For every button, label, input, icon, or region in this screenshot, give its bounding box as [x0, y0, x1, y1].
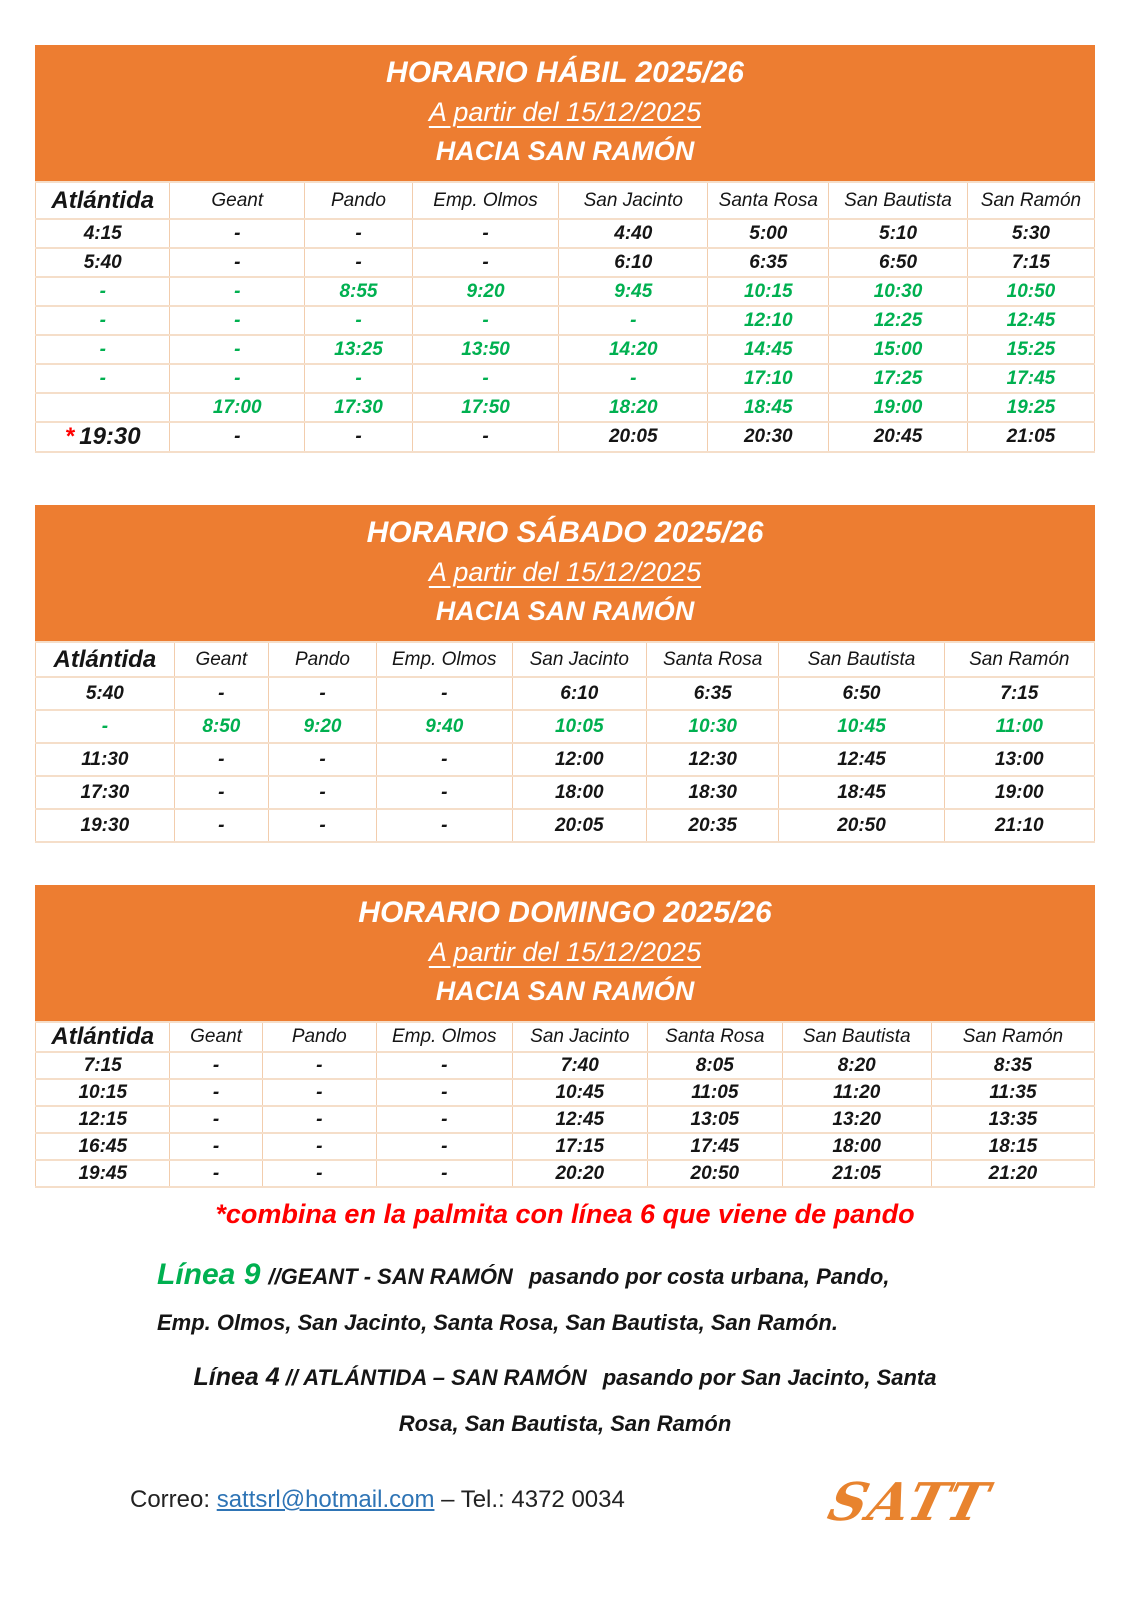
- column-header-pando: Pando: [262, 1022, 376, 1052]
- time-cell: 12:25: [829, 306, 968, 335]
- time-cell: 17:00: [170, 393, 304, 422]
- asterisk-marker: *: [64, 423, 75, 450]
- time-cell: -: [304, 219, 412, 248]
- column-header-san-ram-n: San Ramón: [944, 642, 1094, 677]
- time-cell: 5:30: [967, 219, 1094, 248]
- time-cell: 20:05: [512, 809, 646, 842]
- schedule-row: [36, 335, 1095, 364]
- time-cell: 18:30: [647, 776, 779, 809]
- time-cell: 18:45: [779, 776, 944, 809]
- time-cell: 18:00: [782, 1133, 931, 1160]
- time-cell: 12:45: [779, 743, 944, 776]
- time-cell: 19:00: [944, 776, 1094, 809]
- satt-logo: SATT: [822, 1472, 997, 1533]
- time-cell: 20:35: [647, 809, 779, 842]
- time-cell: 16:45: [36, 1133, 170, 1160]
- time-cell: -: [174, 809, 268, 842]
- column-header-san-bautista: San Bautista: [829, 182, 968, 219]
- schedule-row: [36, 677, 1095, 710]
- column-header-san-ram-n: San Ramón: [967, 182, 1094, 219]
- time-cell: 11:05: [648, 1079, 782, 1106]
- time-cell: 17:30: [36, 776, 175, 809]
- time-cell: -: [412, 306, 558, 335]
- time-cell: -: [170, 219, 304, 248]
- column-header-san-bautista: San Bautista: [782, 1022, 931, 1052]
- time-cell: -: [376, 743, 512, 776]
- time-cell: 13:00: [944, 743, 1094, 776]
- time-cell: 19:25: [967, 393, 1094, 422]
- time-cell: 5:40: [36, 248, 170, 277]
- time-cell: 18:45: [708, 393, 829, 422]
- time-cell: 20:30: [708, 422, 829, 452]
- column-header-san-bautista: San Bautista: [779, 642, 944, 677]
- time-cell: -: [170, 1133, 262, 1160]
- schedule-row: [36, 1160, 1095, 1187]
- time-cell: -: [170, 1052, 262, 1079]
- time-cell: -: [304, 306, 412, 335]
- time-cell: -: [262, 1133, 376, 1160]
- time-cell: 17:45: [648, 1133, 782, 1160]
- time-cell: -: [268, 677, 376, 710]
- time-cell: 13:05: [648, 1106, 782, 1133]
- schedule-row: [36, 1133, 1095, 1160]
- time-cell: 20:45: [829, 422, 968, 452]
- time-cell: 11:30: [36, 743, 175, 776]
- contact-tel: – Tel.: 4372 0034: [441, 1486, 625, 1513]
- column-header-pando: Pando: [304, 182, 412, 219]
- time-cell: -: [170, 1160, 262, 1187]
- column-header-atl-ntida: Atlántida: [36, 642, 175, 677]
- time-cell: 18:15: [931, 1133, 1094, 1160]
- time-cell: 20:50: [779, 809, 944, 842]
- time-cell: 9:20: [412, 277, 558, 306]
- time-cell: 6:35: [647, 677, 779, 710]
- schedule-row: [36, 1079, 1095, 1106]
- time-cell: -: [412, 364, 558, 393]
- time-cell: -: [170, 422, 304, 452]
- linea4-via-line2: Rosa, San Bautista, San Ramón: [398, 1411, 732, 1436]
- time-cell: -: [170, 1106, 262, 1133]
- time-cell: 8:05: [648, 1052, 782, 1079]
- linea4-label: Línea 4: [193, 1363, 280, 1391]
- time-cell: -: [170, 335, 304, 364]
- column-header-geant: Geant: [170, 182, 304, 219]
- time-cell: 10:45: [779, 710, 944, 743]
- time-cell: -: [174, 743, 268, 776]
- schedule-row: [36, 306, 1095, 335]
- time-cell: [36, 422, 170, 452]
- time-cell: 12:45: [512, 1106, 648, 1133]
- schedule-row: [36, 422, 1095, 452]
- time-cell: -: [174, 677, 268, 710]
- schedule-row: [36, 248, 1095, 277]
- time-cell: -: [376, 1079, 512, 1106]
- time-cell: -: [36, 364, 170, 393]
- time-cell: -: [412, 422, 558, 452]
- time-cell: 12:15: [36, 1106, 170, 1133]
- time-cell: -: [559, 306, 708, 335]
- time-cell: -: [376, 1133, 512, 1160]
- time-cell: 19:30: [36, 809, 175, 842]
- column-header-row: [36, 182, 1095, 219]
- time-cell: 17:25: [829, 364, 968, 393]
- time-cell: 5:10: [829, 219, 968, 248]
- time-cell: 12:45: [967, 306, 1094, 335]
- time-cell: -: [36, 710, 175, 743]
- column-header-san-jacinto: San Jacinto: [559, 182, 708, 219]
- time-cell: -: [36, 306, 170, 335]
- contact-line: [130, 1486, 625, 1514]
- sunday-title: HORARIO DOMINGO 2025/26: [358, 896, 772, 929]
- time-cell: 6:35: [708, 248, 829, 277]
- time-cell: -: [376, 677, 512, 710]
- time-cell: -: [268, 809, 376, 842]
- time-cell: 20:20: [512, 1160, 648, 1187]
- linea9-via-line2: Emp. Olmos, San Jacinto, Santa Rosa, San Bautista, San Ramón.: [157, 1310, 838, 1335]
- time-cell: 7:40: [512, 1052, 648, 1079]
- saturday-title: HORARIO SÁBADO 2025/26: [366, 516, 764, 549]
- time-cell: 13:20: [782, 1106, 931, 1133]
- time-cell: -: [262, 1052, 376, 1079]
- column-header-san-jacinto: San Jacinto: [512, 642, 646, 677]
- linea9-route: //GEANT - SAN RAMÓN: [268, 1264, 513, 1289]
- time-cell: 7:15: [967, 248, 1094, 277]
- time-cell: 10:05: [512, 710, 646, 743]
- schedule-row: [36, 710, 1095, 743]
- time-cell: -: [170, 277, 304, 306]
- time-cell: -: [36, 277, 170, 306]
- time-cell: -: [174, 776, 268, 809]
- time-cell: -: [268, 743, 376, 776]
- time-cell: -: [559, 364, 708, 393]
- time-cell: 21:20: [931, 1160, 1094, 1187]
- time-cell: 11:20: [782, 1079, 931, 1106]
- time-cell: 17:50: [412, 393, 558, 422]
- time-cell: -: [170, 306, 304, 335]
- footer-row: [0, 1472, 1131, 1552]
- schedule-row: [36, 743, 1095, 776]
- time-cell: 7:15: [944, 677, 1094, 710]
- weekday-banner: [35, 45, 1095, 181]
- time-cell: 10:45: [512, 1079, 648, 1106]
- time-cell: 8:35: [931, 1052, 1094, 1079]
- flyer-content: [35, 45, 1095, 1447]
- time-cell: -: [376, 776, 512, 809]
- time-cell: -: [412, 248, 558, 277]
- schedule-row: [36, 364, 1095, 393]
- time-cell: 10:30: [647, 710, 779, 743]
- time-cell: -: [304, 364, 412, 393]
- weekday-title: HORARIO HÁBIL 2025/26: [386, 56, 744, 89]
- spacer: [35, 843, 1095, 885]
- schedule-row: [36, 219, 1095, 248]
- saturday-subtitle: A partir del 15/12/2025: [428, 557, 702, 587]
- time-cell: -: [170, 248, 304, 277]
- column-header-row: [36, 642, 1095, 677]
- time-cell: 5:00: [708, 219, 829, 248]
- time-cell: -: [262, 1160, 376, 1187]
- column-header-atl-ntida: Atlántida: [36, 1022, 170, 1052]
- time-cell: 5:40: [36, 677, 175, 710]
- linea4-via: pasando por San Jacinto, Santa: [602, 1365, 937, 1390]
- time-cell: -: [376, 1106, 512, 1133]
- combination-note: *combina en la palmita con línea 6 que viene de pando: [215, 1199, 915, 1229]
- time-cell: 4:40: [559, 219, 708, 248]
- saturday-banner: [35, 505, 1095, 641]
- saturday-schedule-table: [35, 641, 1095, 843]
- time-cell: 4:15: [36, 219, 170, 248]
- column-header-san-ram-n: San Ramón: [931, 1022, 1094, 1052]
- time-cell: 6:10: [559, 248, 708, 277]
- time-cell: 17:15: [512, 1133, 648, 1160]
- time-cell: 9:40: [376, 710, 512, 743]
- time-cell: 13:25: [304, 335, 412, 364]
- time-cell: 8:50: [174, 710, 268, 743]
- time-cell: 6:50: [779, 677, 944, 710]
- time-cell: 12:00: [512, 743, 646, 776]
- column-header-geant: Geant: [170, 1022, 262, 1052]
- time-cell: 14:45: [708, 335, 829, 364]
- column-header-santa-rosa: Santa Rosa: [708, 182, 829, 219]
- schedule-row: [36, 776, 1095, 809]
- weekday-schedule-table: [35, 181, 1095, 453]
- schedule-row: [36, 1106, 1095, 1133]
- time-cell: -: [304, 422, 412, 452]
- time-cell: [36, 393, 170, 422]
- time-cell: 21:05: [782, 1160, 931, 1187]
- linea9-description: [157, 1252, 1095, 1346]
- column-header-pando: Pando: [268, 642, 376, 677]
- time-cell: 11:35: [931, 1079, 1094, 1106]
- sunday-banner: [35, 885, 1095, 1021]
- time-cell: -: [268, 776, 376, 809]
- time-cell: 6:50: [829, 248, 968, 277]
- time-cell: -: [412, 219, 558, 248]
- time-cell: 10:30: [829, 277, 968, 306]
- schedule-row: [36, 393, 1095, 422]
- column-header-atl-ntida: Atlántida: [36, 182, 170, 219]
- time-cell: 11:00: [944, 710, 1094, 743]
- time-cell: 17:45: [967, 364, 1094, 393]
- time-cell: 8:20: [782, 1052, 931, 1079]
- time-cell: 20:50: [648, 1160, 782, 1187]
- sunday-direction: HACIA SAN RAMÓN: [435, 976, 695, 1006]
- column-header-row: [36, 1022, 1095, 1052]
- time-cell: 7:15: [36, 1052, 170, 1079]
- time-cell: 10:50: [967, 277, 1094, 306]
- time-cell: 21:10: [944, 809, 1094, 842]
- time-cell: 15:25: [967, 335, 1094, 364]
- time-cell: -: [170, 1079, 262, 1106]
- departure-time: 19:30: [79, 423, 141, 450]
- time-cell: 19:00: [829, 393, 968, 422]
- spacer: [35, 453, 1095, 505]
- time-cell: 6:10: [512, 677, 646, 710]
- time-cell: 10:15: [708, 277, 829, 306]
- saturday-direction: HACIA SAN RAMÓN: [435, 596, 695, 626]
- schedule-row: [36, 809, 1095, 842]
- time-cell: 20:05: [559, 422, 708, 452]
- time-cell: 12:10: [708, 306, 829, 335]
- contact-label: Correo:: [130, 1486, 211, 1513]
- time-cell: 9:45: [559, 277, 708, 306]
- column-header-emp-olmos: Emp. Olmos: [376, 642, 512, 677]
- time-cell: -: [36, 335, 170, 364]
- sunday-schedule-table: [35, 1021, 1095, 1188]
- weekday-subtitle: A partir del 15/12/2025: [428, 97, 702, 127]
- time-cell: -: [376, 809, 512, 842]
- time-cell: 18:00: [512, 776, 646, 809]
- time-cell: 8:55: [304, 277, 412, 306]
- time-cell: -: [262, 1079, 376, 1106]
- schedule-row: [36, 1052, 1095, 1079]
- column-header-santa-rosa: Santa Rosa: [647, 642, 779, 677]
- column-header-emp-olmos: Emp. Olmos: [376, 1022, 512, 1052]
- time-cell: 13:35: [931, 1106, 1094, 1133]
- linea4-description: [35, 1354, 1095, 1447]
- column-header-san-jacinto: San Jacinto: [512, 1022, 648, 1052]
- time-cell: -: [262, 1106, 376, 1133]
- time-cell: -: [304, 248, 412, 277]
- weekday-direction: HACIA SAN RAMÓN: [435, 136, 695, 166]
- time-cell: 17:30: [304, 393, 412, 422]
- time-cell: -: [170, 364, 304, 393]
- time-cell: 17:10: [708, 364, 829, 393]
- column-header-emp-olmos: Emp. Olmos: [412, 182, 558, 219]
- time-cell: 12:30: [647, 743, 779, 776]
- time-cell: -: [376, 1160, 512, 1187]
- time-cell: 18:20: [559, 393, 708, 422]
- time-cell: 9:20: [268, 710, 376, 743]
- linea9-label: Línea 9: [157, 1258, 261, 1291]
- email-link[interactable]: sattsrl@hotmail.com: [216, 1486, 435, 1513]
- column-header-santa-rosa: Santa Rosa: [648, 1022, 782, 1052]
- time-cell: -: [376, 1052, 512, 1079]
- linea4-route: // ATLÁNTIDA – SAN RAMÓN: [285, 1365, 587, 1390]
- time-cell: 13:50: [412, 335, 558, 364]
- time-cell: 10:15: [36, 1079, 170, 1106]
- time-cell: 14:20: [559, 335, 708, 364]
- schedule-row: [36, 277, 1095, 306]
- time-cell: 21:05: [967, 422, 1094, 452]
- sunday-subtitle: A partir del 15/12/2025: [428, 937, 702, 967]
- time-cell: 19:45: [36, 1160, 170, 1187]
- column-header-geant: Geant: [174, 642, 268, 677]
- linea9-via: pasando por costa urbana, Pando,: [528, 1264, 890, 1289]
- time-cell: 15:00: [829, 335, 968, 364]
